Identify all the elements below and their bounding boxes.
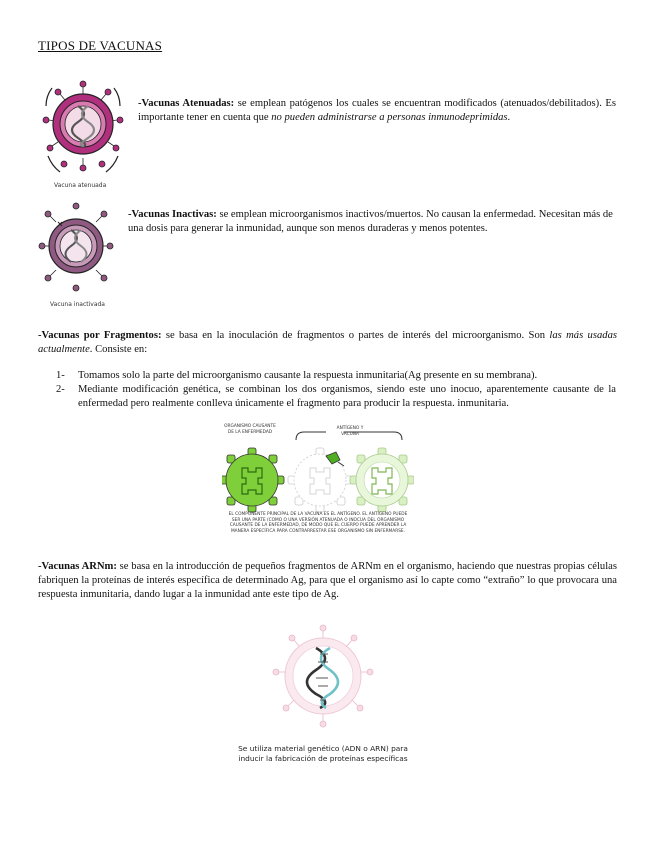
inactivated-virus-illustration: [38, 200, 128, 312]
inactivated-label: -Vacunas Inactivas:: [128, 209, 217, 220]
inactivated-virus-caption: Vacuna inactivada: [50, 301, 105, 308]
mrna-caption: [208, 744, 438, 764]
fragments-end: . Consiste en:: [89, 344, 148, 355]
fragments-label: -Vacunas por Fragmentos:: [38, 330, 162, 341]
germ-icons: [222, 424, 414, 514]
attenuated-italic: no pueden administrarse a personas inmunodeprimidas: [271, 112, 508, 123]
fragments-italic: las más usadas actualmente: [38, 330, 617, 355]
list-item: [58, 383, 616, 411]
inactivated-text: se emplean microorganismos inactivos/muertos. No causan la enfermedad. Necesitan más de una dosis para generar la inmunidad, aunque son menos duraderas y menos potentes.: [128, 209, 613, 234]
page-title: TIPOS DE VACUNAS: [38, 38, 163, 53]
inactivated-paragraph: [128, 208, 618, 236]
attenuated-label: -Vacunas Atenuadas:: [138, 98, 235, 109]
mrna-caption-line1: Se utiliza material genético (ADN o ARN) para: [238, 744, 408, 753]
attenuated-paragraph: [138, 97, 616, 125]
list-item-text: Tomamos solo la parte del microorganismo causante la respuesta inmunitaria(Ag presente en su membrana).: [78, 370, 538, 381]
diagram-label-antigen: ANTÍGENO Y VACUNA: [336, 426, 364, 437]
inactivated-virus-icon: [38, 200, 114, 296]
arnm-paragraph: [38, 560, 617, 602]
list-item-text: Mediante modificación genética, se combinan los dos organismos, siendo este uno inocuo, aparentemente causante de la enfermedad pero realmente conlleva únicamente el fragmento para producir la respuesta. inmunitaria.: [78, 384, 616, 409]
mrna-virus-icon: [268, 622, 378, 732]
arnm-label: -Vacunas ARNm:: [38, 561, 117, 572]
attenuated-text: se emplean patógenos los cuales se encuentran modificados (atenuados/debilitados). Es importante tener en cuenta que: [138, 98, 616, 123]
diagram-label-organism: ORGANISMO CAUSANTE DE LA ENFERMEDAD: [224, 424, 276, 435]
attenuated-virus-illustration: [38, 76, 128, 192]
diagram-caption: EL COMPONENTE PRINCIPAL DE LA VACUNA ES EL ANTÍGENO. EL ANTÍGENO PUEDE SER UNA PARTE (COMO O UNA VERSIÓN ATENUADA O INOCUA DEL ORGANISMO CAUSANTE DE LA ENFERMEDAD, DE MODO QUE EL CUERPO PUEDE APRENDER LA MANERA ESPECÍFICA PARA CONTRARRESTAR ESE ORGANISMO SIN ENFERMARSE.: [228, 512, 408, 534]
list-item: [58, 369, 616, 383]
germ-icon: [222, 448, 284, 512]
arnm-text: se basa en la introducción de pequeños fragmentos de ARNm en el organismo, haciendo que nuestras propias células fabriquen la proteínas de interés específica de determinado Ag, para que el organismo así lo capte como “extraño” lo que provocara una respuesta inmunitaria, dando lugar a la inmunidad ante este tipo de Ag.: [38, 561, 617, 600]
list-item-number: 1-: [56, 370, 65, 381]
mrna-illustration: [268, 622, 378, 732]
list-item-number: 2-: [56, 384, 65, 395]
fragments-paragraph: [38, 329, 617, 357]
fragments-steps-list: [58, 369, 616, 411]
fragments-text: se basa en la inoculación de fragmentos o partes de interés del microorganismo. Son: [161, 330, 550, 341]
attenuated-virus-caption: Vacuna atenuada: [54, 182, 107, 189]
mrna-caption-line2: inducir la fabricación de proteínas específicas: [238, 754, 408, 763]
attenuated-virus-icon: [38, 76, 128, 182]
attenuated-end: .: [507, 112, 511, 123]
antigen-diagram: [222, 424, 414, 542]
